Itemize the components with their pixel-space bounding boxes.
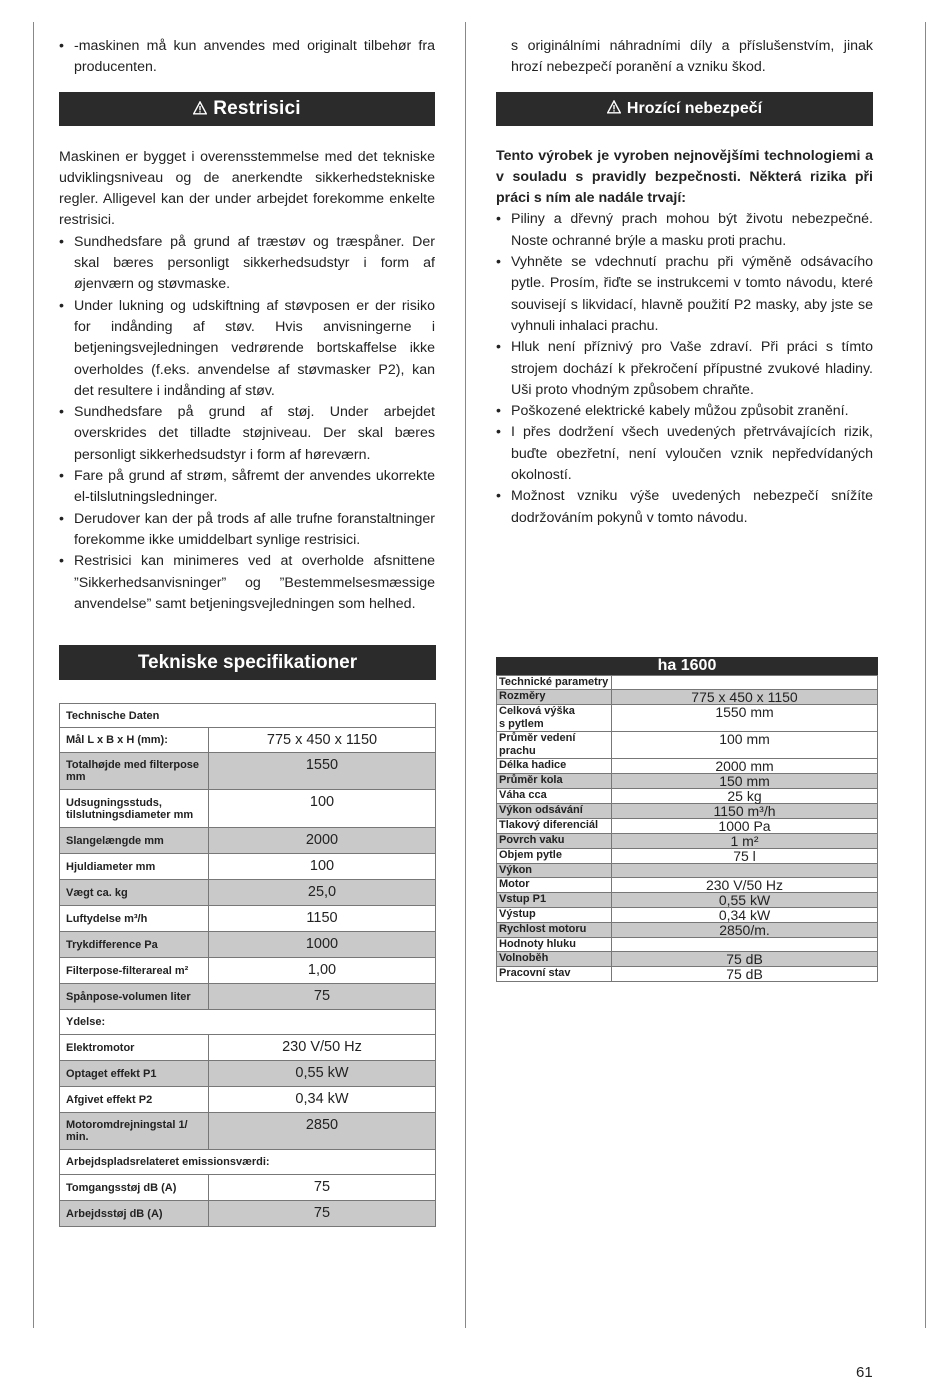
left-spec-heading: Tekniske specifikationer bbox=[59, 645, 436, 680]
spec-group-label: Ydelse: bbox=[60, 1010, 436, 1035]
spec-value: 1550 bbox=[209, 753, 436, 790]
spec-key: Váha cca bbox=[497, 789, 612, 804]
restrisici-heading: Restrisici bbox=[213, 97, 301, 119]
bullet-item: • Sundhedsfare på grund af træstøv og træspåner. Der skal bæres personligt sikkerhedsudstyr i form af øjenværn og støvmaske. bbox=[59, 232, 435, 296]
right-spec-table bbox=[496, 675, 878, 982]
bullet-item: • Vyhněte se vdechnutí prachu při výměně odsávacího pytle. Prosím, řiďte se instrukcemi v tomto návodu, které souvisejí s likvidací, hlavně použití P2 masky, aby jste se vyhnuli inhalaci prachu. bbox=[496, 252, 873, 337]
spec-value bbox=[612, 938, 878, 952]
spec-key: Elektromotor bbox=[60, 1035, 209, 1061]
spec-row bbox=[60, 906, 436, 932]
spec-value: 75 bbox=[209, 984, 436, 1010]
spec-row bbox=[497, 878, 878, 893]
spec-value: 1000 Pa bbox=[612, 819, 878, 834]
spec-row bbox=[60, 1113, 436, 1150]
spec-row bbox=[497, 690, 878, 705]
spec-value: 0,55 kW bbox=[209, 1061, 436, 1087]
spec-value: 1000 bbox=[209, 932, 436, 958]
spec-value: 2000 mm bbox=[612, 759, 878, 774]
spec-value: 1150 bbox=[209, 906, 436, 932]
left-column bbox=[59, 36, 435, 615]
spec-value: 100 bbox=[209, 854, 436, 880]
spec-key: Výkon bbox=[497, 864, 612, 878]
right-spec-section bbox=[496, 657, 878, 982]
spec-key: Motoromdrejningstal 1/ min. bbox=[60, 1113, 209, 1150]
spec-row bbox=[60, 1150, 436, 1175]
spec-key: Vstup P1 bbox=[497, 893, 612, 908]
spec-key: Hjuldiameter mm bbox=[60, 854, 209, 880]
spec-row bbox=[497, 834, 878, 849]
spec-row bbox=[497, 967, 878, 982]
spec-key: Objem pytle bbox=[497, 849, 612, 864]
spec-key: Tomgangsstøj dB (A) bbox=[60, 1175, 209, 1201]
spec-row bbox=[497, 804, 878, 819]
spec-key: Slangelængde mm bbox=[60, 828, 209, 854]
spec-value: 2000 bbox=[209, 828, 436, 854]
continued-text: s originálními náhradními díly a příslušenstvím, jinak hrozí nebezpečí poranění a vzniku škod. bbox=[511, 38, 873, 76]
spec-value: 0,34 kW bbox=[209, 1087, 436, 1113]
spec-row bbox=[60, 958, 436, 984]
spec-key: Průměr vedení prachu bbox=[497, 732, 612, 759]
spec-value: 1550 mm bbox=[612, 705, 878, 732]
spec-key: Rychlost motoru bbox=[497, 923, 612, 938]
spec-value: 75 dB bbox=[612, 967, 878, 982]
spec-row bbox=[60, 753, 436, 790]
spec-row bbox=[60, 932, 436, 958]
spec-row bbox=[497, 789, 878, 804]
warning-triangle-icon bbox=[193, 101, 207, 115]
spec-row bbox=[497, 759, 878, 774]
spec-value: 1 m² bbox=[612, 834, 878, 849]
danger-bullet-list bbox=[496, 209, 873, 528]
spec-row bbox=[497, 908, 878, 923]
spec-key: Celková výška s pytlem bbox=[497, 705, 612, 732]
spec-row bbox=[497, 952, 878, 967]
spec-value: 75 l bbox=[612, 849, 878, 864]
warning-triangle-icon bbox=[607, 100, 621, 114]
spec-key: Délka hadice bbox=[497, 759, 612, 774]
spec-row bbox=[497, 893, 878, 908]
spec-group-label: Arbejdspladsrelateret emissionsværdi: bbox=[60, 1150, 436, 1175]
restrisici-intro: Maskinen er bygget i overensstemmelse med det tekniske udviklingsniveau og de anerkendte sikkerhedstekniske regler. Alligevel kan der under arbejdet forekomme enkelte restrisici. bbox=[59, 148, 435, 229]
spec-row bbox=[497, 819, 878, 834]
bullet-item: • Poškozené elektrické kabely můžou způsobit zranění. bbox=[496, 401, 873, 422]
spec-row bbox=[60, 728, 436, 753]
spec-key: Spånpose-volumen liter bbox=[60, 984, 209, 1010]
spec-key: Arbejdsstøj dB (A) bbox=[60, 1201, 209, 1227]
spec-key: Volnoběh bbox=[497, 952, 612, 967]
spec-row bbox=[60, 1035, 436, 1061]
bullet-item: • I přes dodržení všech uvedených přetrvávajících rizik, buďte obezřetní, není vyloučen vznik nepředvídaných okolností. bbox=[496, 422, 873, 486]
spec-key: Povrch vaku bbox=[497, 834, 612, 849]
spec-value: 25 kg bbox=[612, 789, 878, 804]
bullet-item: • Derudover kan der på trods af alle trufne foranstaltninger forekomme ikke umiddelbart synlige restrisici. bbox=[59, 509, 435, 552]
danger-heading: Hrozící nebezpečí bbox=[626, 99, 763, 117]
spec-row bbox=[60, 1061, 436, 1087]
spec-value: 775 x 450 x 1150 bbox=[612, 690, 878, 705]
spec-key: Mål L x B x H (mm): bbox=[60, 728, 209, 753]
spec-value bbox=[612, 676, 878, 690]
right-margin-line bbox=[925, 22, 926, 1328]
danger-intro: Tento výrobek je vyroben nejnovějšími technologiemi a v souladu s pravidly bezpečnosti. Některá rizika při práci s ním ale nadále trvají: bbox=[496, 147, 873, 207]
spec-value: 75 dB bbox=[612, 952, 878, 967]
spec-value: 0,55 kW bbox=[612, 893, 878, 908]
spec-row bbox=[60, 984, 436, 1010]
spec-key: Hodnoty hluku bbox=[497, 938, 612, 952]
left-spec-table bbox=[59, 703, 436, 1227]
spec-row bbox=[497, 774, 878, 789]
spec-key: Optaget effekt P1 bbox=[60, 1061, 209, 1087]
spec-row bbox=[497, 676, 878, 690]
spec-value: 2850/m. bbox=[612, 923, 878, 938]
spec-key: Průměr kola bbox=[497, 774, 612, 789]
bullet-item: • Restrisici kan minimeres ved at overholde afsnittene ”Sikkerhedsanvisninger” og ”Bestemmelsesmæssige anvendelse” samt betjeningsvejledningen som helhed. bbox=[59, 551, 435, 615]
spec-row bbox=[60, 1201, 436, 1227]
spec-value: 775 x 450 x 1150 bbox=[209, 728, 436, 753]
spec-key: Technické parametry bbox=[497, 676, 612, 690]
spec-row bbox=[60, 1087, 436, 1113]
spec-value: 100 mm bbox=[612, 732, 878, 759]
restrisici-heading-bar bbox=[59, 92, 435, 126]
spec-row bbox=[60, 704, 436, 728]
spec-row bbox=[497, 923, 878, 938]
spec-key: Pracovní stav bbox=[497, 967, 612, 982]
spec-key: Výstup bbox=[497, 908, 612, 923]
spec-key: Vægt ca. kg bbox=[60, 880, 209, 906]
top-bullet: • -maskinen må kun anvendes med originalt tilbehør fra producenten. bbox=[59, 36, 435, 79]
spec-value: 2850 bbox=[209, 1113, 436, 1150]
bullet-item: • Under lukning og udskiftning af støvposen er der risiko for indånding af støv. Hvis anvisningerne i betjeningsvejledningen vedrørende bortskaffelse ikke overholdes (f.eks. anvendelse af støvmasker P2), kan det resultere i indånding af støv. bbox=[59, 296, 435, 402]
spec-key: Motor bbox=[497, 878, 612, 893]
page-number: 61 bbox=[856, 1364, 873, 1381]
spec-value: 1,00 bbox=[209, 958, 436, 984]
bullet-item: • Piliny a dřevný prach mohou být životu nebezpečné. Noste ochranné brýle a masku proti prachu. bbox=[496, 209, 873, 252]
right-spec-heading: ha 1600 bbox=[496, 657, 878, 675]
bullet-item: • Možnost vzniku výše uvedených nebezpečí snížíte dodržováním pokynů v tomto návodu. bbox=[496, 486, 873, 529]
spec-row bbox=[60, 854, 436, 880]
spec-key: Filterpose-filterareal m² bbox=[60, 958, 209, 984]
top-bullet-list bbox=[59, 36, 435, 79]
spec-row bbox=[497, 705, 878, 732]
spec-row bbox=[60, 790, 436, 828]
spec-value: 1150 m³/h bbox=[612, 804, 878, 819]
spec-value: 75 bbox=[209, 1201, 436, 1227]
spec-key: Totalhøjde med filterpose mm bbox=[60, 753, 209, 790]
spec-group-label: Technische Daten bbox=[60, 704, 436, 728]
spec-key: Tlakový diferenciál bbox=[497, 819, 612, 834]
center-divider-line bbox=[465, 22, 466, 1328]
bullet-item: • Fare på grund af strøm, såfremt der anvendes ukorrekte el-tilslutningsledninger. bbox=[59, 466, 435, 509]
restrisici-bullet-list bbox=[59, 232, 435, 615]
spec-row bbox=[497, 938, 878, 952]
spec-row bbox=[60, 880, 436, 906]
spec-row bbox=[497, 732, 878, 759]
spec-value: 100 bbox=[209, 790, 436, 828]
spec-value: 25,0 bbox=[209, 880, 436, 906]
spec-row bbox=[60, 828, 436, 854]
spec-key: Rozměry bbox=[497, 690, 612, 705]
bullet-item: • Sundhedsfare på grund af støj. Under arbejdet overskrides det tilladte støjniveau. Der skal bæres personligt sikkerhedsudstyr i form af høreværn. bbox=[59, 402, 435, 466]
right-column bbox=[496, 36, 873, 529]
spec-value: 150 mm bbox=[612, 774, 878, 789]
spec-value: 230 V/50 Hz bbox=[612, 878, 878, 893]
left-spec-section bbox=[59, 645, 436, 1227]
bullet-item: • Hluk není příznivý pro Vaše zdraví. Při práci s tímto strojem dochází k překročení přípustné zvukové hladiny. Uši proto vhodným způsobem chraňte. bbox=[496, 337, 873, 401]
spec-value: 230 V/50 Hz bbox=[209, 1035, 436, 1061]
spec-row bbox=[60, 1175, 436, 1201]
left-margin-line bbox=[33, 22, 34, 1328]
spec-key: Afgivet effekt P2 bbox=[60, 1087, 209, 1113]
spec-row bbox=[497, 849, 878, 864]
spec-row bbox=[60, 1010, 436, 1035]
spec-value: 75 bbox=[209, 1175, 436, 1201]
spec-key: Luftydelse m³/h bbox=[60, 906, 209, 932]
spec-value bbox=[612, 864, 878, 878]
spec-key: Udsugningsstuds, tilslutningsdiameter mm bbox=[60, 790, 209, 828]
spec-row bbox=[497, 864, 878, 878]
spec-value: 0,34 kW bbox=[612, 908, 878, 923]
danger-heading-bar bbox=[496, 92, 873, 126]
spec-key: Trykdifference Pa bbox=[60, 932, 209, 958]
spec-key: Výkon odsávání bbox=[497, 804, 612, 819]
